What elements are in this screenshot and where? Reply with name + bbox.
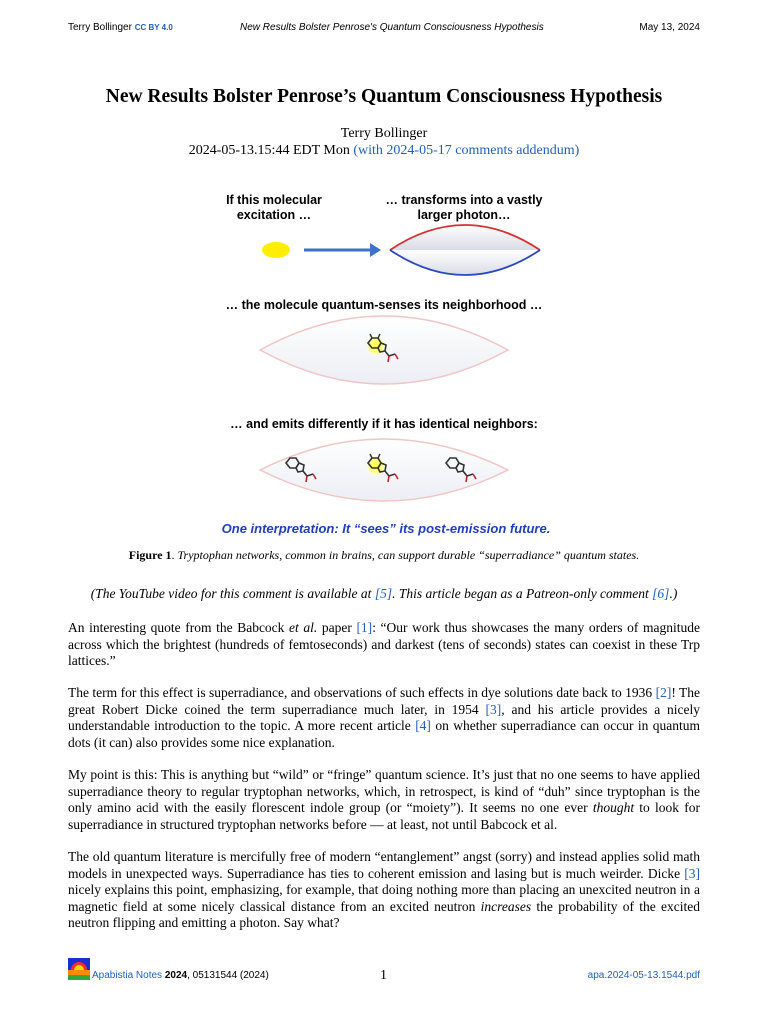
page-number: 1 bbox=[380, 968, 387, 983]
p3-text-b: to look for superradiance in structured tryptophan networks before — at least, not until Babcock et al. bbox=[68, 800, 700, 832]
p1-text-c: : “Our work thus showcases the many orders of magnitude across which the brightest (hundreds of femtoseconds) and darkest (tens of seconds) states can coexist in these Trp lattices.” bbox=[68, 620, 700, 668]
pdf-file-link[interactable]: apa.2024-05-13.1544.pdf bbox=[587, 970, 700, 981]
molecular-excitation-dot bbox=[262, 242, 290, 258]
photon-lower-edge bbox=[390, 250, 540, 275]
figure-1 bbox=[214, 180, 554, 542]
p2-text-b: ! The great Robert Dicke coined the term superradiance much later, in 1954 bbox=[68, 685, 700, 717]
header-author-name: Terry Bollinger bbox=[68, 22, 132, 33]
fig-label-excitation-2: excitation … bbox=[236, 208, 312, 222]
fig-label-senses: … the molecule quantum-senses its neighborhood … bbox=[225, 298, 543, 312]
header-running-title: New Results Bolster Penrose's Quantum Consciousness Hypothesis bbox=[240, 22, 544, 33]
note-text-a: (The YouTube video for this comment is available at bbox=[90, 586, 375, 601]
page-footer bbox=[68, 958, 700, 982]
note-text-c: .) bbox=[669, 586, 678, 601]
paragraph-1 bbox=[68, 620, 700, 670]
transform-arrow-head bbox=[370, 243, 381, 257]
ref-3-link[interactable]: [3] bbox=[485, 701, 502, 717]
apabistia-logo-icon bbox=[68, 958, 90, 980]
p3-text-a: My point is this: This is anything but “wild” or “fringe” quantum science. It’s just that no one seems to have applied superradiance theory to regular tryptophan networks, which, in retrospect, is kind of “duh” since tryptophan is the only amino acid with the easily florescent indole group (or “moiety”). It seems no one ever bbox=[68, 767, 700, 815]
p1-text-a: An interesting quote from the Babcock bbox=[68, 620, 290, 635]
paragraph-4 bbox=[68, 849, 700, 932]
p2-text-a: The term for this effect is superradiance, and observations of such effects in dye solutions date back to 1936 bbox=[68, 685, 656, 700]
page-header bbox=[68, 22, 700, 38]
caption-label: Figure 1 bbox=[128, 548, 172, 562]
dateline-text: 2024-05-13.15:44 EDT Mon bbox=[188, 143, 354, 158]
fig-label-emits: … and emits differently if it has identical neighbors: bbox=[230, 417, 538, 431]
p4-text-a: The old quantum literature is mercifully free of modern “entanglement” angst (sorry) and instead applies solid math models in unexpected ways. Superradiance has ties to coherent emission and lasing but is much weirder. Dicke bbox=[68, 849, 700, 881]
ref-2-link[interactable]: [2] bbox=[655, 685, 672, 700]
p4-increases: increases bbox=[480, 898, 532, 914]
photon-upper-edge bbox=[390, 225, 540, 250]
p1-text-b: paper bbox=[317, 620, 357, 635]
fig-label-excitation-1: If this molecular bbox=[226, 193, 322, 207]
header-author bbox=[68, 22, 173, 33]
license-link[interactable]: CC BY 4.0 bbox=[134, 23, 173, 32]
paragraph-2 bbox=[68, 685, 700, 751]
paper-author: Terry Bollinger bbox=[340, 126, 428, 141]
p3-thought: thought bbox=[592, 800, 635, 815]
p1-et-al: et al. bbox=[289, 620, 318, 635]
footer-id: , 05131544 (2024) bbox=[187, 970, 269, 981]
series-link[interactable]: Apabistia Notes bbox=[92, 970, 163, 981]
p2-text-c: , and his article provides a nicely understandable introduction to the topic. A more recent article bbox=[68, 701, 700, 733]
fig-label-transforms-2: larger photon… bbox=[417, 208, 511, 222]
p4-text-b: nicely explains this point, emphasizing, for example, that doing nothing more than placing an unexcited neutron in a magnetic field at some nicely classical distance from an excited neutron bbox=[68, 882, 700, 914]
addendum-link[interactable]: (with 2024-05-17 comments addendum) bbox=[353, 143, 580, 158]
footer-year: 2024 bbox=[164, 970, 188, 981]
video-note bbox=[0, 586, 768, 602]
fig-label-transforms-1: … transforms into a vastly bbox=[385, 193, 543, 207]
p2-text-d: on whether superradiance can occur in quantum dots (it can) also provides some nice explanation. bbox=[68, 718, 700, 750]
caption-text: Tryptophan networks, common in brains, can support durable “superradiance” quantum states. bbox=[177, 548, 640, 562]
paragraph-3 bbox=[68, 767, 700, 833]
fig-interpretation: One interpretation: It “sees” its post-emission future. bbox=[221, 521, 551, 536]
paper-dateline bbox=[0, 143, 768, 159]
figure-caption: Figure 1. Tryptophan networks, common in brains, can support durable “superradiance” quantum states. bbox=[128, 548, 640, 562]
ref-1-link[interactable]: [1] bbox=[356, 620, 373, 635]
ref-3-link-2[interactable]: [3] bbox=[684, 865, 700, 881]
note-text-b: . This article began as a Patreon-only comment bbox=[392, 586, 653, 601]
ref-6-link[interactable]: [6] bbox=[652, 586, 670, 601]
footer-citation bbox=[92, 970, 269, 981]
paper-title: New Results Bolster Penrose’s Quantum Consciousness Hypothesis bbox=[105, 86, 663, 107]
header-date: May 13, 2024 bbox=[639, 22, 700, 33]
ref-4-link[interactable]: [4] bbox=[415, 718, 431, 733]
ref-5-link[interactable]: [5] bbox=[374, 586, 393, 601]
p4-text-c: the probability of the excited neutron flipping and emitting a photon. Say what? bbox=[68, 898, 700, 930]
